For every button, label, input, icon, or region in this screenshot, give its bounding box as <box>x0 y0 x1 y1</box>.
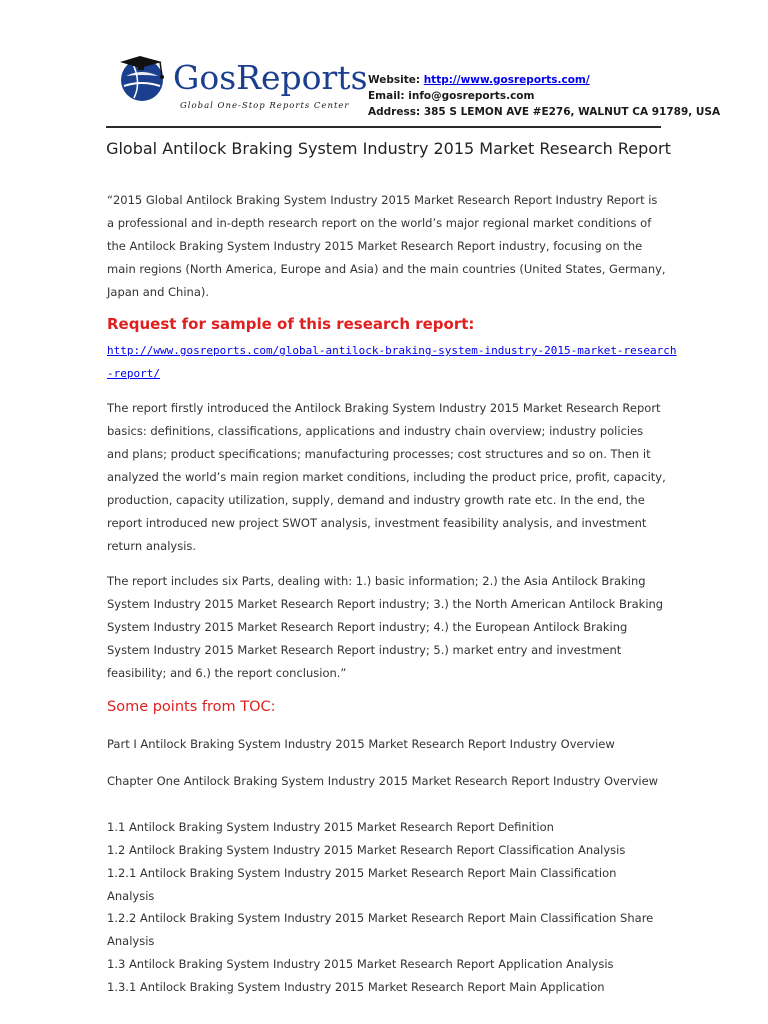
toc-heading: Some points from TOC: <box>107 699 276 715</box>
toc-item: 1.2 Antilock Braking System Industry 2015 Market Research Report Classification Analysis <box>107 843 626 857</box>
email-row <box>368 88 763 104</box>
email-value: info@gosreports.com <box>408 90 535 102</box>
address-value: 385 S LEMON AVE #E276, WALNUT CA 91789, USA <box>423 106 721 118</box>
globe-graduate-icon <box>118 52 180 116</box>
body-paragraph-1: The report firstly introduced the Antilock Braking System Industry 2015 Market Research Report basics: definitions, classifications, applications and industry chain overview; industry policies and plans; product specifications; manufacturing processes; cost structures and so on. Then it analyzed the world’s main region market conditions, including the product price, profit, capacity, production, capacity utilization, supply, demand and industry growth rate etc. In the end, the report introduced new project SWOT analysis, investment feasibility analysis, and investment return analysis. <box>107 401 666 553</box>
gosreports-logo[interactable] <box>118 52 368 122</box>
website-row <box>368 72 763 88</box>
logo-name: GosReports <box>173 58 368 97</box>
logo-tagline: Global One-Stop Reports Center <box>180 101 350 111</box>
email-label: Email: <box>368 90 409 102</box>
toc-part-1: Part I Antilock Braking System Industry 2015 Market Research Report Industry Overview <box>107 737 615 751</box>
intro-paragraph: “2015 Global Antilock Braking System Industry 2015 Market Research Report Industry Report is a professional and in-depth research report on the world’s major regional market conditions of the Antilock Braking System Industry 2015 Market Research Report industry, focusing on the main regions (North America, Europe and Asia) and the main countries (United States, Germany, Japan and China). <box>107 193 666 299</box>
body-paragraph-2: The report includes six Parts, dealing with: 1.) basic information; 2.) the Asia Antilock Braking System Industry 2015 Market Research Report industry; 3.) the North American Antilock Braking System Industry 2015 Market Research Report industry; 4.) the European Antilock Braking System Industry 2015 Market Research Report industry; 5.) market entry and investment feasibility; and 6.) the report conclusion.” <box>107 574 664 680</box>
contact-block <box>368 72 763 120</box>
toc-item: 1.2.1 Antilock Braking System Industry 2015 Market Research Report Main Classification Analysis <box>107 866 617 903</box>
toc-item: 1.1 Antilock Braking System Industry 2015 Market Research Report Definition <box>107 820 554 834</box>
page-title: Global Antilock Braking System Industry 2015 Market Research Report <box>106 139 671 158</box>
address-row <box>368 104 763 120</box>
website-link[interactable]: http://www.gosreports.com/ <box>423 74 590 86</box>
request-sample-link[interactable]: http://www.gosreports.com/global-antilock-braking-system-industry-2015-market-research-report/ <box>107 344 677 380</box>
header-divider <box>106 126 661 128</box>
letterhead <box>0 0 768 130</box>
address-label: Address: <box>368 106 424 118</box>
toc-item: 1.3.1 Antilock Braking System Industry 2015 Market Research Report Main Application <box>107 980 605 994</box>
toc-item: 1.3 Antilock Braking System Industry 2015 Market Research Report Application Analysis <box>107 957 614 971</box>
toc-chapter-1: Chapter One Antilock Braking System Industry 2015 Market Research Report Industry Overview <box>107 774 659 788</box>
request-sample-heading: Request for sample of this research report: <box>107 315 475 333</box>
toc-item: 1.2.2 Antilock Braking System Industry 2015 Market Research Report Main Classification Share Analysis <box>107 911 654 948</box>
website-label: Website: <box>368 74 424 86</box>
